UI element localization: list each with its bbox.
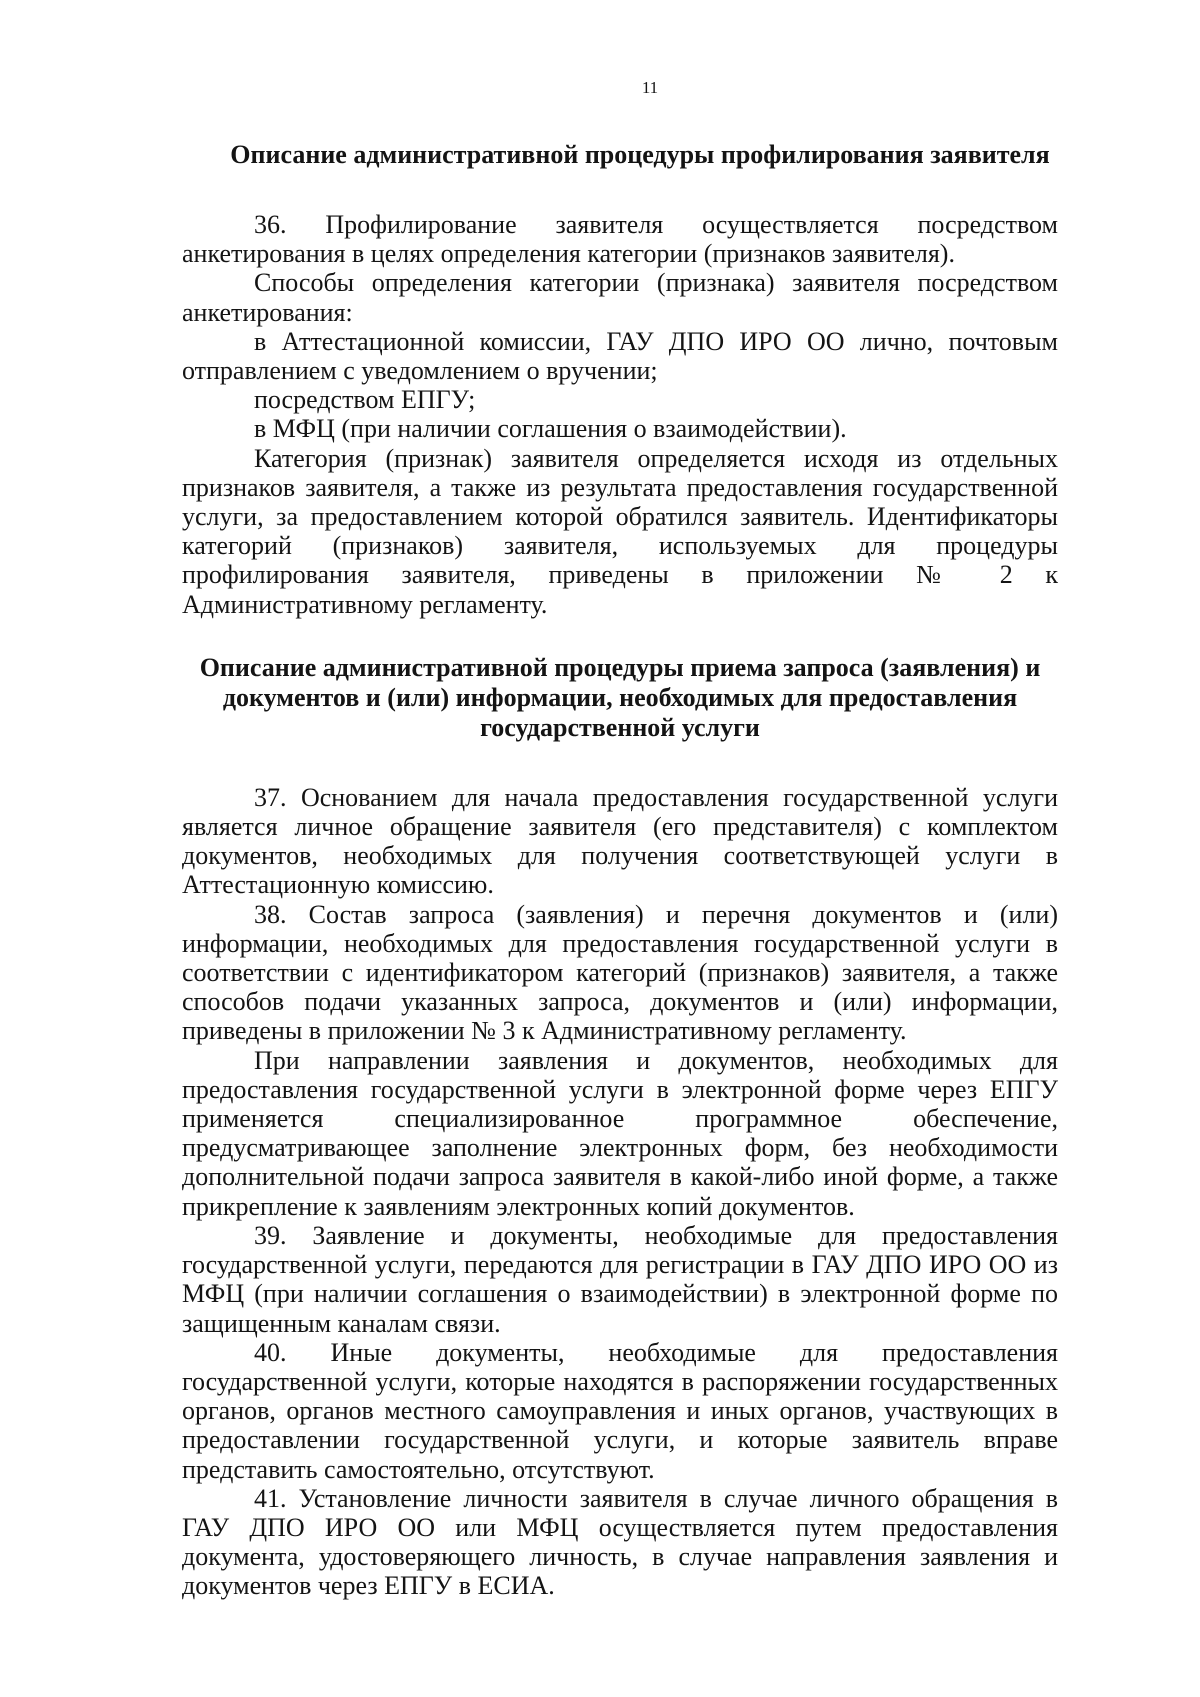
paragraph-40: 40. Иные документы, необходимые для предоставления государственной услуги, которые находятся в распоряжении государственных органов, органов местного самоуправления и иных органов, участвующих в предоставлении государственной услуги, и которые заявитель вправе представить самостоятельно, отсутствуют. <box>182 1337 1058 1484</box>
paragraph-36: 36. Профилирование заявителя осуществляется посредством анкетирования в целях определения категории (признаков заявителя). <box>182 210 1058 269</box>
paragraph-method-mfc: в МФЦ (при наличии соглашения о взаимодействии). <box>254 414 847 444</box>
paragraph-method-epgu: посредством ЕПГУ; <box>254 385 476 415</box>
section-heading-profiling: Описание административной процедуры профилирования заявителя <box>230 140 1050 169</box>
page-number: 11 <box>641 78 659 97</box>
paragraph-epgu-software: При направлении заявления и документов, необходимых для предоставления государственной услуги в электронной форме через ЕПГУ применяется специализированное программное обеспечение, предусматривающее заполнение электронных форм, без необходимости дополнительной подачи запроса заявителя в какой-либо иной форме, а также прикрепление к заявлениям электронных копий документов. <box>182 1045 1058 1221</box>
paragraph-41: 41. Установление личности заявителя в случае личного обращения в ГАУ ДПО ИРО ОО или МФЦ осуществляется путем предоставления документа, удостоверяющего личность, в случае направления заявления и документов через ЕПГУ в ЕСИА. <box>182 1483 1058 1601</box>
paragraph-category: Категория (признак) заявителя определяется исходя из отдельных признаков заявителя, а также из результата предоставления государственной услуги, за предоставлением которой обратился заявитель. Идентификаторы категорий (признаков) заявителя, используемых для процедуры профилирования заявителя, приведены в приложении № 2 к Административному регламенту. <box>182 443 1058 619</box>
paragraph-38: 38. Состав запроса (заявления) и перечня документов и (или) информации, необходимых для предоставления государственной услуги в соответствии с идентификатором категорий (признаков) заявителя, а также способов подачи указанных запроса, документов и (или) информации, приведены в приложении № 3 к Административному регламенту. <box>182 899 1058 1046</box>
paragraph-39: 39. Заявление и документы, необходимые для предоставления государственной услуги, передаются для регистрации в ГАУ ДПО ИРО ОО из МФЦ (при наличии соглашения о взаимодействии) в электронной форме по защищенным каналам связи. <box>182 1220 1058 1338</box>
paragraph-37: 37. Основанием для начала предоставления государственной услуги является личное обращение заявителя (его представителя) с комплектом документов, необходимых для получения соответствующей услуги в Аттестационную комиссию. <box>182 782 1058 900</box>
paragraph-methods-intro: Способы определения категории (признака) заявителя посредством анкетирования: <box>182 268 1058 327</box>
paragraph-method-commission: в Аттестационной комиссии, ГАУ ДПО ИРО ОО лично, почтовым отправлением с уведомлением о вручении; <box>182 326 1058 386</box>
section-heading-reception: Описание административной процедуры приема запроса (заявления) и документов и (или) информации, необходимых для предоставления государственной услуги <box>199 652 1041 742</box>
